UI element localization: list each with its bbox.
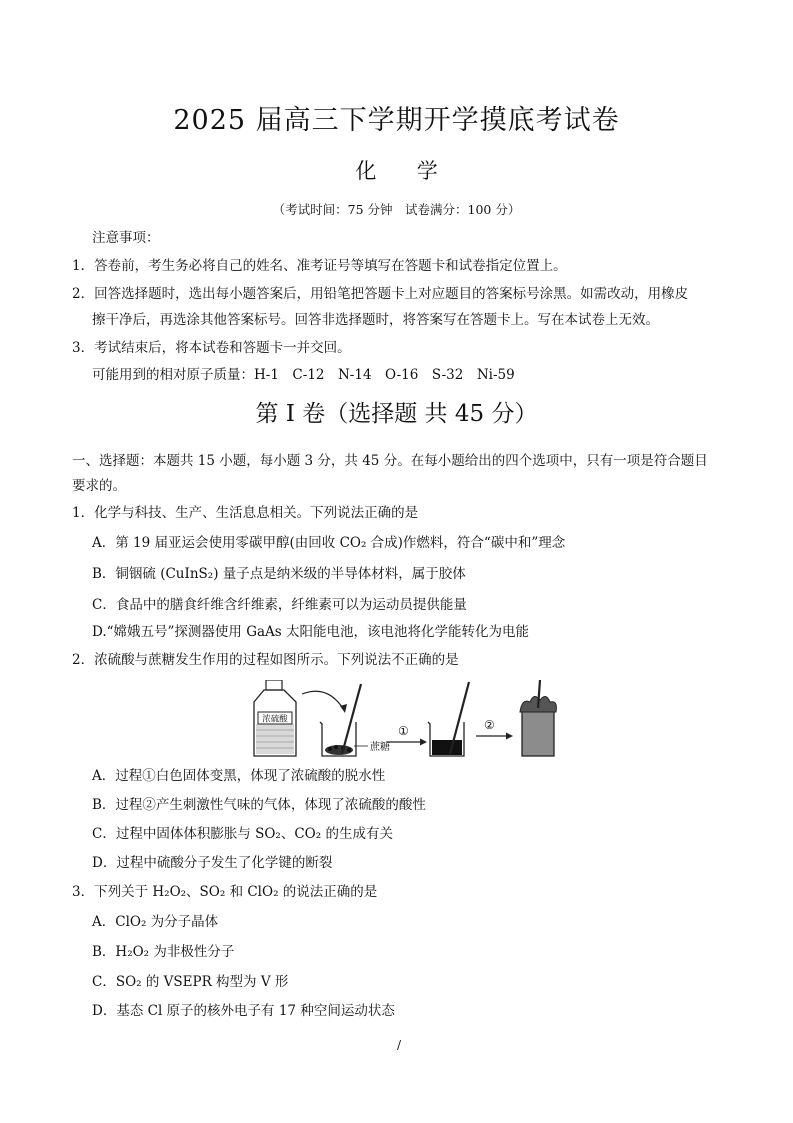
note-item-2: 2．回答选择题时，选出每小题答案后，用铅笔把答题卡上对应题目的答案标号涂黑。如需改动，用橡皮 [72,286,689,302]
question-2-option-d: D．过程中硫酸分子发生了化学键的断裂 [92,855,333,871]
subject-char-2: 学 [416,159,438,183]
question-3-option-a: A．ClO₂ 为分子晶体 [92,914,219,930]
section-title: 第 I 卷（选择题 共 45 分） [255,401,538,427]
question-2-option-a: A．过程①白色固体变黑，体现了浓硫酸的脱水性 [92,768,386,784]
beaker-blackened [428,682,469,756]
question-1-option-d: D.“嫦娥五号”探测器使用 GaAs 太阳能电池，该电池将化学能转化为电能 [92,624,530,640]
pour-arrow [302,691,344,710]
question-3-option-d: D．基态 Cl 原子的核外电子有 17 种空间运动状态 [92,1003,395,1019]
exam-info: （考试时间：75 分钟 试卷满分：100 分） [272,202,521,217]
sugar-label: 蔗糖 [370,742,390,753]
sulfuric-acid-sugar-figure [250,680,560,760]
step-1-label: ① [398,724,409,738]
section-instructions: 一、选择题：本题共 15 小题，每小题 3 分，共 45 分。在每小题给出的四个选项中，只有一项是符合题目 [72,453,708,469]
question-3-option-c: C．SO₂ 的 VSEPR 构型为 V 形 [92,974,289,990]
acid-bottle [254,680,296,756]
notes-heading: 注意事项： [92,230,160,246]
section-instructions-cont: 要求的。 [72,478,126,494]
subject-heading [0,155,793,185]
bottle-label: 浓硫酸 [262,714,288,725]
page-mark: / [397,1038,402,1052]
question-1-stem: 1．化学与科技、生产、生活息息相关。下列说法正确的是 [72,505,419,521]
beaker-expanded [520,680,556,756]
exam-title: 2025 届高三下学期开学摸底考试卷 [173,105,620,136]
step-2-arrowhead [506,733,513,740]
step-1-arrowhead [420,739,427,746]
subject-char-1: 化 [355,159,377,183]
note-item-3: 3．考试结束后，将本试卷和答题卡一并交回。 [72,340,351,356]
question-3-stem: 3．下列关于 H₂O₂、SO₂ 和 ClO₂ 的说法正确的是 [72,884,378,900]
question-2-stem: 2．浓硫酸与蔗糖发生作用的过程如图所示。下列说法不正确的是 [72,652,459,668]
step-2-label: ② [484,718,495,732]
note-item-2-cont: 擦干净后，再选涂其他答案标号。回答非选择题时，将答案写在答题卡上。写在本试卷上无效。 [92,312,659,328]
question-1-option-a: A．第 19 届亚运会使用零碳甲醇(由回收 CO₂ 合成)作燃料，符合“碳中和”理念 [92,535,566,551]
question-3-option-b: B．H₂O₂ 为非极性分子 [92,944,235,960]
atomic-masses: 可能用到的相对原子质量：H-1 C-12 N-14 O-16 S-32 Ni-59 [92,367,515,383]
question-2-option-c: C．过程中固体体积膨胀与 SO₂、CO₂ 的生成有关 [92,826,393,842]
question-2-option-b: B．过程②产生刺激性气味的气体，体现了浓硫酸的酸性 [92,797,426,813]
question-1-option-c: C．食品中的膳食纤维含纤维素，纤维素可以为运动员提供能量 [92,597,467,613]
note-item-1: 1．答卷前，考生务必将自己的姓名、准考证号等填写在答题卡和试卷指定位置上。 [72,258,567,274]
question-1-option-b: B．铜铟硫 (CuInS₂) 量子点是纳米级的半导体材料，属于胶体 [92,566,466,582]
